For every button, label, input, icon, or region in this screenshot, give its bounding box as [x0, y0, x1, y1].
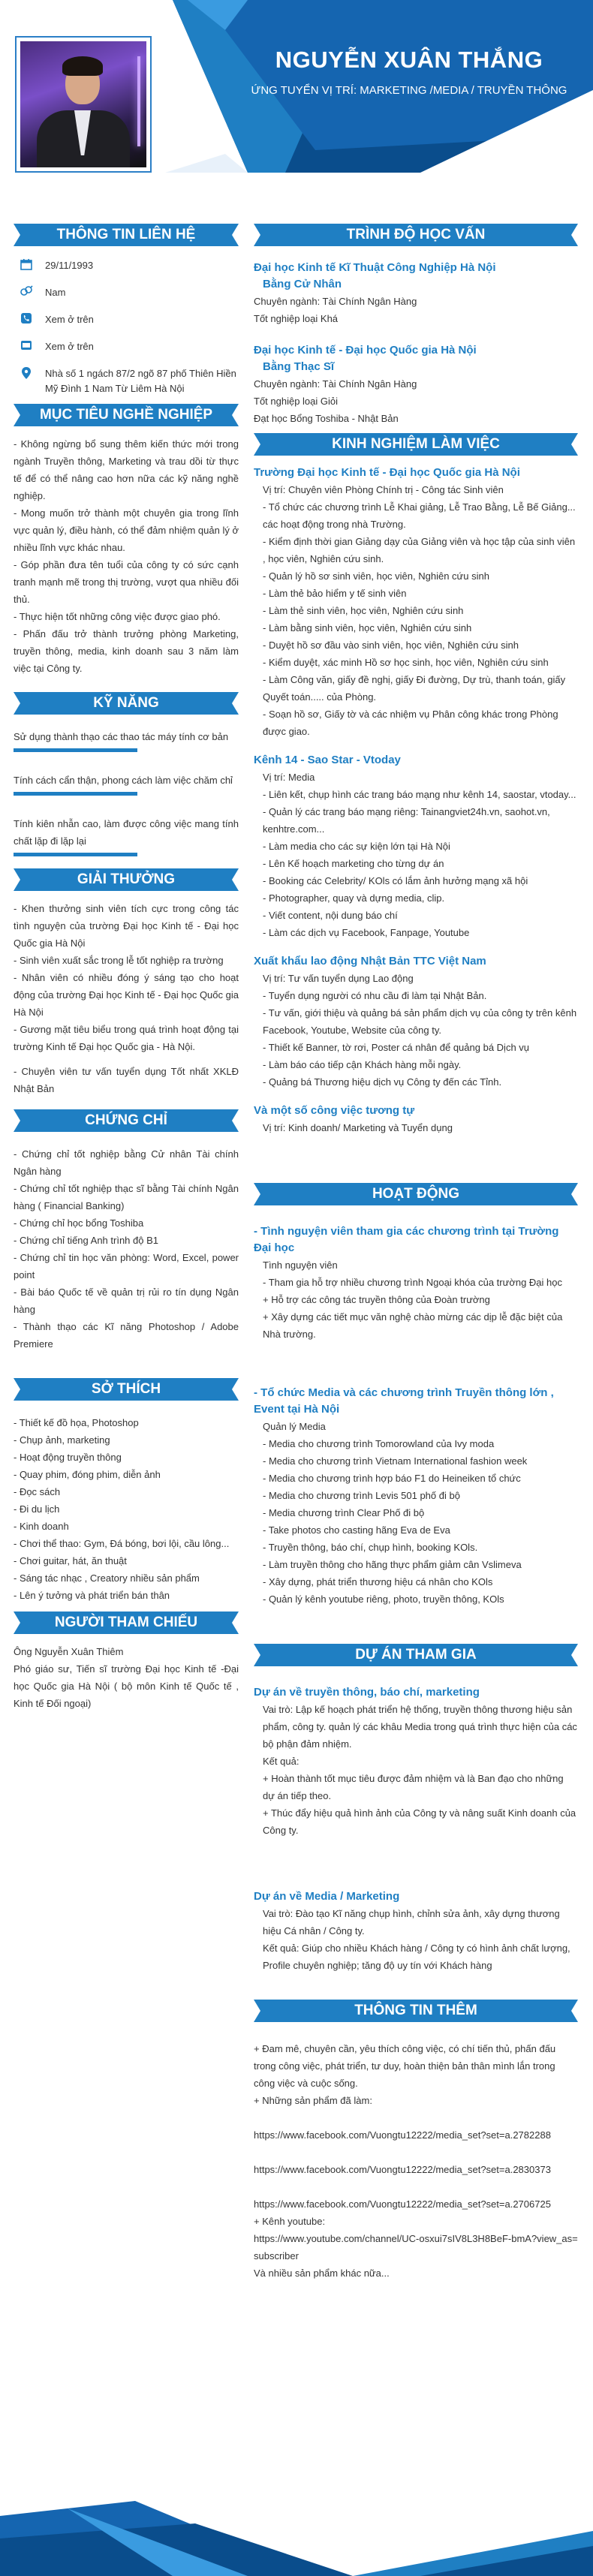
award-line: - Chuyên viên tư vấn tuyển dụng Tốt nhất XKLĐ Nhật Bản: [14, 1066, 239, 1094]
job-role: Vị trí: Chuyên viên Phòng Chính trị - Công tác Sinh viên: [263, 484, 504, 495]
left-column: [14, 224, 239, 1712]
hobby-line: - Chơi thể thao: Gym, Đá bóng, bơi lội, cầu lông...: [14, 1538, 230, 1549]
job-line: - Làm thẻ sinh viên, học viên, Nghiên cứu sinh: [263, 605, 464, 616]
contact-address: [18, 366, 239, 396]
activity-line: - Xây dựng, phát triển thương hiệu cá nhân cho KOls: [263, 1576, 493, 1587]
contact-birthday: [18, 258, 239, 273]
section-title-activities: HOẠT ĐỘNG: [254, 1183, 578, 1205]
job-line: - Liên kết, chụp hình các trang báo mạng như kênh 14, saostar, vtoday...: [263, 789, 576, 800]
calendar-icon: [18, 258, 35, 273]
objective-list: [14, 435, 239, 677]
job-line: - Làm Công văn, giấy đề nghị, giấy Đi đường, Dự trù, thanh toán, giấy Quyết toán..... của Phòng.: [263, 674, 566, 703]
skill-bar: [14, 792, 137, 796]
activity-line: - Media cho chương trình Levis 501 phố đi bộ: [263, 1490, 460, 1501]
certificates-list: [14, 1145, 239, 1353]
job-entry: [254, 953, 578, 1091]
activity-line: - Take photos cho casting hãng Eva de Eva: [263, 1524, 450, 1536]
award-line: - Gương mặt tiêu biểu trong quá trình hoạt động tại trường Kinh tế Đại học Quốc gia - Hà Nội.: [14, 1024, 239, 1052]
skill-item: [14, 815, 239, 856]
job-line: - Duyệt hồ sơ đầu vào sinh viên, học viên, Nghiên cứu sinh: [263, 639, 519, 651]
skill-bar: [14, 853, 137, 856]
section-title-education: TRÌNH ĐỘ HỌC VẤN: [254, 224, 578, 246]
header-banner: [0, 0, 593, 173]
education-line: Chuyên ngành: Tài Chính Ngân Hàng: [254, 378, 417, 390]
project-item: [254, 1888, 578, 1974]
avatar: [17, 38, 150, 171]
phone-value: Xem ở trên: [45, 314, 94, 325]
job-entry: [254, 465, 578, 740]
activity-line: Quản lý Media: [263, 1421, 326, 1432]
job-line: - Viết content, nội dung báo chí: [263, 910, 398, 921]
section-title-experience: KINH NGHIỆM LÀM VIỆC: [254, 433, 578, 456]
activity-line: - Media chương trình Clear Phố đi bộ: [263, 1507, 425, 1518]
more-info-line: [254, 2178, 578, 2195]
skill-label: Tính kiên nhẫn cao, làm được công việc mang tính chất lặp đi lặp lại: [14, 818, 239, 847]
job-line: - Làm báo cáo tiếp cận Khách hàng mỗi ngày.: [263, 1059, 462, 1070]
hobby-line: - Sáng tác nhạc , Creatory nhiều sản phẩm: [14, 1572, 200, 1584]
education-line: Tốt nghiệp loại Giỏi: [254, 396, 339, 407]
skill-item: [14, 772, 239, 796]
project-line: + Hoàn thành tốt mục tiêu được đảm nhiệm và là Ban đạo cho những dự án tiếp theo.: [263, 1773, 564, 1801]
project-item: [254, 1684, 578, 1839]
job-role: Vị trí: Tư vấn tuyển dụng Lao động: [263, 973, 414, 984]
job-line: - Lên Kế hoạch marketing cho từng dự án: [263, 858, 444, 869]
project-line: Kết quả:: [263, 1756, 300, 1767]
address-value: Nhà số 1 ngách 87/2 ngõ 87 phố Thiên Hiền Mỹ Đình 1 Nam Từ Liêm Hà Nội: [45, 368, 236, 394]
skill-label: Tính cách cẩn thận, phong cách làm việc chăm chỉ: [14, 775, 233, 786]
certificate-line: - Bài báo Quốc tế về quản trị rủi ro tín dụng Ngân hàng: [14, 1286, 239, 1315]
job-line: - Tổ chức các chương trình Lễ Khai giảng, Lễ Trao Bằng, Lễ Bế Giảng... các hoạt động trong nhà Trường.: [263, 501, 576, 530]
job-org: Và một số công việc tương tự: [254, 1104, 415, 1117]
job-line: - Kiểm định thời gian Giảng dạy của Giảng viên và học tập của sinh viên , học viên, Nghiên cứu sinh.: [263, 536, 576, 564]
awards-list: [14, 900, 239, 1097]
job-role: Vị trí: Kinh doanh/ Marketing và Tuyển dụng: [263, 1122, 453, 1133]
hobby-line: - Lên ý tưởng và phát triển bán thân: [14, 1590, 170, 1601]
award-line: - Nhân viên có nhiều đóng ý sáng tạo cho hoạt động của trường Đại học Kinh tế - Đại học Quốc gia Hà Nội: [14, 972, 239, 1018]
hobby-line: - Thiết kế đồ họa, Photoshop: [14, 1417, 139, 1428]
project-line: Vai trò: Đào tạo Kĩ năng chụp hình, chỉnh sửa ảnh, xây dựng thương hiệu Cá nhân / Công ty.: [263, 1908, 560, 1937]
skill-item: [14, 728, 239, 752]
job-org: Trường Đại học Kinh tế - Đại học Quốc gia Hà Nội: [254, 466, 520, 479]
target-position: ỨNG TUYỂN VỊ TRÍ: MARKETING /MEDIA / TRUYỀN THÔNG: [251, 84, 567, 97]
birthday-value: 29/11/1993: [45, 260, 94, 271]
job-org: Kênh 14 - Sao Star - Vtoday: [254, 754, 401, 766]
education-line: Đạt học Bổng Toshiba - Nhật Bản: [254, 413, 399, 424]
objective-line: - Thực hiện tốt những công việc được giao phó.: [14, 611, 221, 622]
project-line: Vai trò: Lập kế hoạch phát triển hệ thống, truyền thông thương hiệu sản phẩm, công ty. quản lý các khâu Media trong quá trình thực hiện của các bộ phận đảm nhiệm.: [263, 1704, 577, 1750]
reference-line: Phó giáo sư, Tiến sĩ trường Đại học Kinh tế -Đại học Quốc gia Hà Nội ( bộ môn Kinh tế Quốc tế , Kinh tế Đối ngoại): [14, 1663, 239, 1709]
email-value: Xem ở trên: [45, 341, 94, 352]
contact-gender: [18, 285, 239, 300]
section-title-hobbies: SỞ THÍCH: [14, 1378, 239, 1401]
job-line: - Soạn hồ sơ, Giấy tờ và các nhiệm vụ Phân công khác trong Phòng được giao.: [263, 709, 558, 737]
project-line: Kết quả: Giúp cho nhiều Khách hàng / Công ty có hình ảnh chất lượng, Profile chuyên nghiệp; tăng độ uy tín với Khách hàng: [263, 1943, 570, 1971]
education-list: [254, 260, 578, 427]
references-list: [14, 1643, 239, 1712]
job-line: - Thiết kế Banner, tờ rơi, Poster cá nhân để quảng bá Dịch vụ: [263, 1042, 530, 1053]
footer-shapes: [0, 2471, 593, 2576]
section-title-references: NGƯỜI THAM CHIẾU: [14, 1612, 239, 1634]
activity-line: - Tham gia hỗ trợ nhiều chương trình Ngoại khóa của trường Đại học: [263, 1277, 563, 1288]
job-line: - Làm các dịch vụ Facebook, Fanpage, Youtube: [263, 927, 470, 938]
job-line: - Tư vấn, giới thiệu và quảng bá sản phẩm dịch vụ của công ty trên kênh Facebook, Youtube, Website của công ty.: [263, 1007, 577, 1036]
more-info-line: [254, 2144, 578, 2161]
section-title-certificates: CHỨNG CHỈ: [14, 1109, 239, 1132]
candidate-name: NGUYỄN XUÂN THẮNG: [275, 47, 543, 73]
activity-line: Tình nguyện viên: [263, 1259, 338, 1271]
job-org: Xuất khẩu lao động Nhật Bản TTC Việt Nam: [254, 955, 486, 968]
activity-line: - Truyền thông, báo chí, chụp hình, booking KOls.: [263, 1542, 478, 1553]
more-info-line: + Kênh youtube:: [254, 2216, 326, 2227]
objective-line: - Phấn đấu trở thành trưởng phòng Marketing, truyền thông, media, kinh doanh sau 3 năm làm việc tại Công ty.: [14, 628, 239, 674]
hobby-line: - Đi du lịch: [14, 1503, 60, 1515]
job-line: - Tuyển dụng người có nhu cầu đi làm tại Nhật Bản.: [263, 990, 487, 1001]
gender-value: Nam: [45, 287, 66, 298]
objective-line: - Không ngừng bổ sung thêm kiến thức mới trong ngành Truyền thông, Marketing và trau dồi từ thực tế để có thể nâng cao hơn nữa các kỹ năng nghề nghiệp.: [14, 438, 239, 501]
certificate-line: - Thành thạo các Kĩ năng Photoshop / Adobe Premiere: [14, 1321, 239, 1350]
hobbies-list: [14, 1414, 239, 1604]
email-icon: [18, 339, 35, 354]
skill-bar: [14, 748, 137, 752]
location-pin-icon: [18, 366, 35, 381]
activity-line: + Xây dựng các tiết mục văn nghệ chào mừng các dịp lễ đặc biệt của Nhà trường.: [263, 1311, 563, 1340]
project-heading: Dự án về Media / Marketing: [254, 1890, 400, 1903]
certificate-line: - Chứng chỉ học bổng Toshiba: [14, 1217, 144, 1229]
activity-group: [254, 1385, 578, 1608]
education-line: Tốt nghiệp loại Khá: [254, 313, 339, 324]
certificate-line: - Chứng chỉ tốt nghiệp bằng Cử nhân Tài chính Ngân hàng: [14, 1148, 239, 1177]
certificate-line: - Chứng chỉ tin học văn phòng: Word, Excel, power point: [14, 1252, 239, 1280]
certificate-line: - Chứng chỉ tiếng Anh trình độ B1: [14, 1235, 158, 1246]
job-line: - Kiểm duyệt, xác minh Hồ sơ học sinh, học viên, Nghiên cứu sinh: [263, 657, 549, 668]
award-line: - Sinh viên xuất sắc trong lễ tốt nghiệp ra trường: [14, 955, 224, 966]
activity-line: + Hỗ trợ các công tác truyền thông của Đoàn trường: [263, 1294, 490, 1305]
hobby-line: - Chụp ảnh, marketing: [14, 1434, 110, 1446]
more-info-link[interactable]: https://www.youtube.com/channel/UC-osxui7sIV8L3H8BeF-bmA?view_as=subscriber: [254, 2233, 578, 2262]
education-line: Chuyên ngành: Tài Chính Ngân Hàng: [254, 296, 417, 307]
job-line: - Photographer, quay và dựng media, clip.: [263, 892, 445, 904]
footer-banner: [0, 2471, 593, 2576]
skill-label: Sử dụng thành thạo các thao tác máy tính cơ bản: [14, 731, 229, 742]
right-column: [254, 224, 578, 2282]
hobby-line: - Chơi guitar, hát, ăn thuật: [14, 1555, 127, 1566]
certificate-line: - Chứng chỉ tốt nghiệp thạc sĩ bằng Tài chính Ngân hàng ( Financial Banking): [14, 1183, 239, 1211]
job-line: - Làm thẻ bảo hiểm y tế sinh viên: [263, 588, 407, 599]
activity-heading: - Tình nguyện viên tham gia các chương trình tại Trường Đại học: [254, 1225, 559, 1254]
more-info-line: + Những sản phẩm đã làm:: [254, 2095, 372, 2106]
job-line: - Làm bằng sinh viên, học viên, Nghiên cứu sinh: [263, 622, 472, 633]
experience-list: [254, 465, 578, 1136]
job-entry: [254, 752, 578, 941]
section-title-objective: MỤC TIÊU NGHỀ NGHIỆP: [14, 404, 239, 426]
more-info-link[interactable]: https://www.facebook.com/Vuongtu12222/media_set?set=a.2782288: [254, 2129, 551, 2141]
section-title-projects: DỰ ÁN THAM GIA: [254, 1644, 578, 1666]
school-name: Đại học Kinh tế - Đại học Quốc gia Hà Nội: [254, 344, 477, 357]
more-info-line: + Đam mê, chuyên cần, yêu thích công việc, có chí tiến thủ, phấn đấu trong công việc, phát triển, tư duy, hoàn thiện bản thân mình lắn trong công việc và cuộc sống.: [254, 2043, 556, 2089]
hobby-line: - Đọc sách: [14, 1486, 61, 1497]
more-info-link[interactable]: https://www.facebook.com/Vuongtu12222/media_set?set=a.2706725: [254, 2198, 551, 2210]
activity-heading: - Tổ chức Media và các chương trình Truyền thông lớn , Event tại Hà Nội: [254, 1386, 554, 1416]
contact-email: [18, 339, 239, 354]
activity-line: - Quản lý kênh youtube riêng, photo, truyền thông, KOls: [263, 1593, 504, 1605]
project-line: + Thúc đẩy hiệu quả hình ảnh của Công ty và nâng suất Kinh doanh của Công ty.: [263, 1807, 576, 1836]
activities-list: [254, 1223, 578, 1608]
section-title-awards: GIẢI THƯỞNG: [14, 868, 239, 891]
award-line: - Khen thưởng sinh viên tích cực trong công tác tình nguyện của trường Đại học Kinh tế - Đại học Quốc gia Hà Nội: [14, 903, 239, 949]
job-line: - Quản lý hồ sơ sinh viên, học viên, Nghiên cứu sinh: [263, 570, 489, 582]
activity-line: - Media cho chương trình hợp báo F1 do Heineiken tổ chức: [263, 1473, 521, 1484]
objective-line: - Góp phần đưa tên tuổi của công ty có sức cạnh tranh mạnh mẽ trong thị trường, vượt qua nhiều đối thủ.: [14, 559, 239, 605]
hobby-line: - Kinh doanh: [14, 1521, 69, 1532]
section-title-more-info: THÔNG TIN THÊM: [254, 2000, 578, 2022]
projects-list: [254, 1684, 578, 1974]
job-line: - Quảng bá Thương hiệu dịch vụ Công ty đến các Tỉnh.: [263, 1076, 502, 1088]
job-line: - Booking các Celebrity/ KOls có lắm ảnh hưởng mạng xã hội: [263, 875, 528, 886]
section-title-skills: KỸ NĂNG: [14, 692, 239, 715]
education-entry: [254, 260, 578, 327]
activity-line: - Media cho chương trình Vietnam International fashion week: [263, 1455, 528, 1467]
job-line: - Làm media cho các sự kiện lớn tại Hà Nội: [263, 841, 450, 852]
job-line: - Quản lý các trang báo mạng riêng: Tainangviet24h.vn, saohot.vn, kenhtre.com...: [263, 806, 550, 835]
more-info-list: [254, 2040, 578, 2282]
more-info-link[interactable]: https://www.facebook.com/Vuongtu12222/media_set?set=a.2830373: [254, 2164, 551, 2175]
degree-name: Bằng Thạc Sĩ: [263, 360, 335, 373]
skills-list: [14, 728, 239, 856]
education-entry: [254, 342, 578, 427]
job-role: Vị trí: Media: [263, 772, 315, 783]
degree-name: Bằng Cử Nhân: [263, 278, 342, 290]
school-name: Đại học Kinh tế Kĩ Thuật Công Nghiệp Hà Nội: [254, 261, 496, 274]
project-heading: Dự án về truyền thông, báo chí, marketing: [254, 1686, 480, 1699]
reference-line: Ông Nguyễn Xuân Thiêm: [14, 1646, 124, 1657]
contact-phone: [18, 312, 239, 327]
activity-group: [254, 1223, 578, 1343]
more-info-line: [254, 2109, 578, 2126]
job-entry: [254, 1103, 578, 1136]
objective-line: - Mong muốn trở thành một chuyên gia trong lĩnh vực quản lý, điều hành, có thể đảm nhiệm quản lý ở nhiều lĩnh vực khác nhau.: [14, 507, 239, 553]
gender-icon: [18, 285, 35, 300]
hobby-line: - Hoạt động truyền thông: [14, 1452, 122, 1463]
hobby-line: - Quay phim, đóng phim, diễn ảnh: [14, 1469, 161, 1480]
phone-icon: [18, 312, 35, 327]
activity-line: - Media cho chương trình Tomorowland của Ivy moda: [263, 1438, 495, 1449]
section-title-contact: THÔNG TIN LIÊN HỆ: [14, 224, 239, 246]
activity-line: - Làm truyền thông cho hãng thực phẩm giảm cân Vslimeva: [263, 1559, 522, 1570]
more-info-line: Và nhiều sản phẩm khác nữa...: [254, 2268, 390, 2279]
